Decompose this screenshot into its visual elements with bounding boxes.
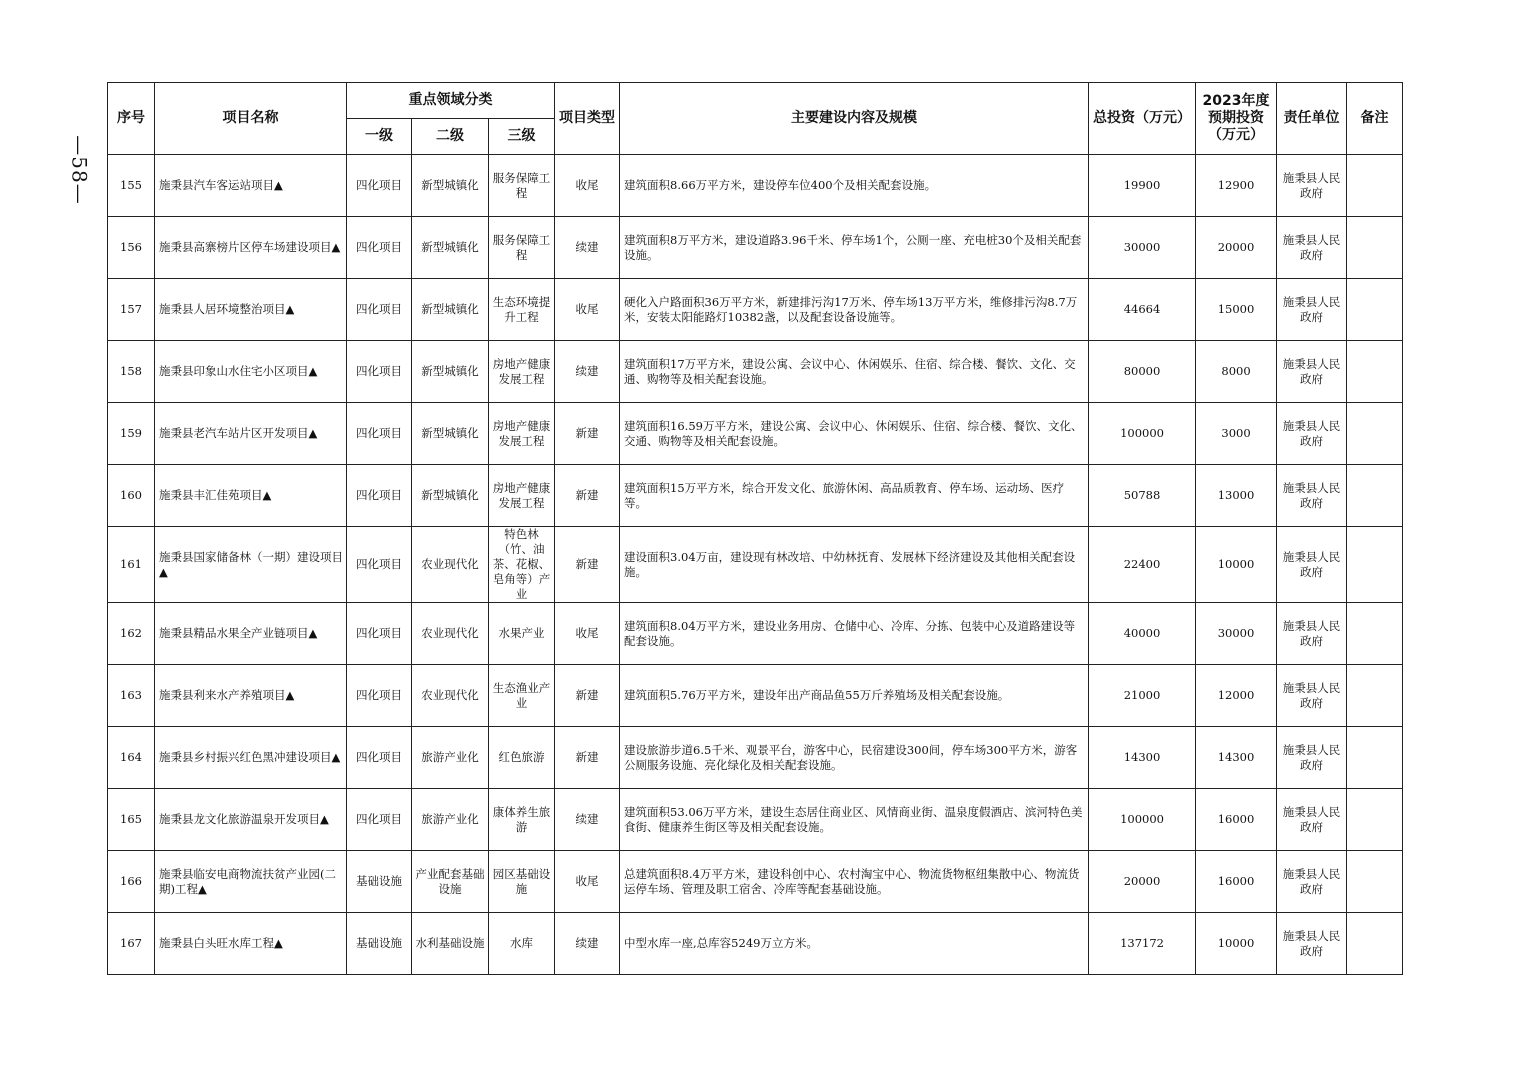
- cell-unit: 施秉县人民政府: [1277, 155, 1347, 217]
- cell-unit: 施秉县人民政府: [1277, 913, 1347, 975]
- cell-unit: 施秉县人民政府: [1277, 851, 1347, 913]
- project-table: [107, 82, 1403, 975]
- cell-level3: 服务保障工程: [489, 155, 555, 217]
- cell-level2: 旅游产业化: [412, 789, 489, 851]
- cell-unit: 施秉县人民政府: [1277, 727, 1347, 789]
- cell-level1: 四化项目: [347, 603, 412, 665]
- cell-level2: 旅游产业化: [412, 727, 489, 789]
- cell-level2: 新型城镇化: [412, 341, 489, 403]
- cell-level1: 四化项目: [347, 665, 412, 727]
- cell-content: 建筑面积8.66万平方米，建设停车位400个及相关配套设施。: [620, 155, 1089, 217]
- cell-remark: [1347, 913, 1403, 975]
- cell-remark: [1347, 279, 1403, 341]
- header-expected: 2023年度预期投资（万元）: [1196, 83, 1277, 155]
- cell-level1: 基础设施: [347, 913, 412, 975]
- cell-remark: [1347, 603, 1403, 665]
- cell-level2: 农业现代化: [412, 665, 489, 727]
- cell-expected: 20000: [1196, 217, 1277, 279]
- cell-type: 新建: [555, 527, 620, 603]
- cell-type: 新建: [555, 465, 620, 527]
- cell-type: 收尾: [555, 603, 620, 665]
- cell-level3: 水果产业: [489, 603, 555, 665]
- cell-total: 100000: [1089, 403, 1196, 465]
- table-row: [108, 217, 1403, 279]
- cell-expected: 8000: [1196, 341, 1277, 403]
- cell-type: 续建: [555, 913, 620, 975]
- header-unit: 责任单位: [1277, 83, 1347, 155]
- cell-name: 施秉县汽车客运站项目▲: [155, 155, 347, 217]
- header-content: 主要建设内容及规模: [620, 83, 1089, 155]
- cell-level3: 生态环境提升工程: [489, 279, 555, 341]
- cell-seq: 160: [108, 465, 155, 527]
- cell-content: 建筑面积5.76万平方米，建设年出产商品鱼55万斤养殖场及相关配套设施。: [620, 665, 1089, 727]
- header-level3: 三级: [489, 119, 555, 155]
- cell-seq: 167: [108, 913, 155, 975]
- cell-level3: 房地产健康发展工程: [489, 403, 555, 465]
- cell-level3: 园区基础设施: [489, 851, 555, 913]
- header-type: 项目类型: [555, 83, 620, 155]
- table-row: [108, 341, 1403, 403]
- cell-name: 施秉县老汽车站片区开发项目▲: [155, 403, 347, 465]
- cell-level2: 农业现代化: [412, 603, 489, 665]
- cell-content: 建筑面积16.59万平方米，建设公寓、会议中心、休闲娱乐、住宿、综合楼、餐饮、文化、交通、购物等及相关配套设施。: [620, 403, 1089, 465]
- cell-expected: 13000: [1196, 465, 1277, 527]
- cell-level2: 水利基础设施: [412, 913, 489, 975]
- table-row: [108, 913, 1403, 975]
- cell-seq: 155: [108, 155, 155, 217]
- header-name: 项目名称: [155, 83, 347, 155]
- cell-unit: 施秉县人民政府: [1277, 603, 1347, 665]
- header-seq: 序号: [108, 83, 155, 155]
- cell-level1: 四化项目: [347, 279, 412, 341]
- cell-unit: 施秉县人民政府: [1277, 403, 1347, 465]
- cell-unit: 施秉县人民政府: [1277, 465, 1347, 527]
- cell-type: 新建: [555, 403, 620, 465]
- cell-expected: 10000: [1196, 913, 1277, 975]
- cell-remark: [1347, 527, 1403, 603]
- header-remark: 备注: [1347, 83, 1403, 155]
- cell-remark: [1347, 217, 1403, 279]
- cell-expected: 12900: [1196, 155, 1277, 217]
- cell-level2: 新型城镇化: [412, 155, 489, 217]
- cell-remark: [1347, 727, 1403, 789]
- header-level2: 二级: [412, 119, 489, 155]
- cell-seq: 164: [108, 727, 155, 789]
- cell-level2: 新型城镇化: [412, 217, 489, 279]
- table-row: [108, 727, 1403, 789]
- cell-total: 22400: [1089, 527, 1196, 603]
- cell-remark: [1347, 403, 1403, 465]
- cell-level3: 房地产健康发展工程: [489, 341, 555, 403]
- cell-total: 44664: [1089, 279, 1196, 341]
- cell-content: 建筑面积15万平方米，综合开发文化、旅游休闲、高品质教育、停车场、运动场、医疗等。: [620, 465, 1089, 527]
- cell-seq: 156: [108, 217, 155, 279]
- cell-expected: 16000: [1196, 851, 1277, 913]
- cell-remark: [1347, 341, 1403, 403]
- cell-expected: 12000: [1196, 665, 1277, 727]
- table-row: [108, 527, 1403, 603]
- cell-content: 建设旅游步道6.5千米、观景平台，游客中心，民宿建设300间，停车场300平方米，游客公厕服务设施、亮化绿化及相关配套设施。: [620, 727, 1089, 789]
- cell-expected: 30000: [1196, 603, 1277, 665]
- cell-unit: 施秉县人民政府: [1277, 665, 1347, 727]
- cell-level3: 生态渔业产业: [489, 665, 555, 727]
- cell-content: 中型水库一座,总库容5249万立方米。: [620, 913, 1089, 975]
- cell-content: 建筑面积8万平方米，建设道路3.96千米、停车场1个，公厕一座、充电桩30个及相关配套设施。: [620, 217, 1089, 279]
- cell-name: 施秉县人居环境整治项目▲: [155, 279, 347, 341]
- cell-seq: 157: [108, 279, 155, 341]
- cell-expected: 10000: [1196, 527, 1277, 603]
- cell-unit: 施秉县人民政府: [1277, 217, 1347, 279]
- header-row-1: [108, 83, 1403, 119]
- cell-unit: 施秉县人民政府: [1277, 789, 1347, 851]
- cell-unit: 施秉县人民政府: [1277, 279, 1347, 341]
- cell-level3: 房地产健康发展工程: [489, 465, 555, 527]
- cell-seq: 166: [108, 851, 155, 913]
- cell-level2: 新型城镇化: [412, 465, 489, 527]
- cell-total: 20000: [1089, 851, 1196, 913]
- table-row: [108, 465, 1403, 527]
- cell-name: 施秉县龙文化旅游温泉开发项目▲: [155, 789, 347, 851]
- cell-seq: 162: [108, 603, 155, 665]
- cell-total: 14300: [1089, 727, 1196, 789]
- cell-level1: 四化项目: [347, 465, 412, 527]
- cell-unit: 施秉县人民政府: [1277, 341, 1347, 403]
- cell-expected: 16000: [1196, 789, 1277, 851]
- header-total: 总投资（万元）: [1089, 83, 1196, 155]
- table-row: [108, 403, 1403, 465]
- cell-name: 施秉县高寨榜片区停车场建设项目▲: [155, 217, 347, 279]
- cell-remark: [1347, 789, 1403, 851]
- cell-total: 50788: [1089, 465, 1196, 527]
- cell-type: 新建: [555, 665, 620, 727]
- cell-remark: [1347, 851, 1403, 913]
- cell-type: 续建: [555, 789, 620, 851]
- cell-level3: 红色旅游: [489, 727, 555, 789]
- cell-name: 施秉县国家储备林（一期）建设项目▲: [155, 527, 347, 603]
- cell-expected: 3000: [1196, 403, 1277, 465]
- cell-type: 收尾: [555, 155, 620, 217]
- cell-name: 施秉县利来水产养殖项目▲: [155, 665, 347, 727]
- cell-content: 建筑面积17万平方米，建设公寓、会议中心、休闲娱乐、住宿、综合楼、餐饮、文化、交通、购物等及相关配套设施。: [620, 341, 1089, 403]
- cell-total: 30000: [1089, 217, 1196, 279]
- cell-seq: 163: [108, 665, 155, 727]
- cell-level2: 农业现代化: [412, 527, 489, 603]
- cell-content: 建筑面积53.06万平方米，建设生态居住商业区、风情商业街、温泉度假酒店、滨河特色美食街、健康养生街区等及相关配套设施。: [620, 789, 1089, 851]
- table-row: [108, 155, 1403, 217]
- cell-level2: 新型城镇化: [412, 403, 489, 465]
- cell-seq: 161: [108, 527, 155, 603]
- cell-expected: 14300: [1196, 727, 1277, 789]
- cell-total: 19900: [1089, 155, 1196, 217]
- cell-content: 建筑面积8.04万平方米，建设业务用房、仓储中心、冷库、分拣、包装中心及道路建设等配套设施。: [620, 603, 1089, 665]
- cell-level1: 四化项目: [347, 341, 412, 403]
- cell-name: 施秉县乡村振兴红色黑冲建设项目▲: [155, 727, 347, 789]
- page-number-text: —58—: [68, 135, 93, 205]
- table-row: [108, 851, 1403, 913]
- cell-level3: 康体养生旅游: [489, 789, 555, 851]
- cell-content: 总建筑面积8.4万平方米，建设科创中心、农村淘宝中心、物流货物枢纽集散中心、物流货运停车场、管理及职工宿舍、冷库等配套基础设施。: [620, 851, 1089, 913]
- cell-type: 新建: [555, 727, 620, 789]
- cell-unit: 施秉县人民政府: [1277, 527, 1347, 603]
- cell-total: 137172: [1089, 913, 1196, 975]
- table-row: [108, 279, 1403, 341]
- cell-type: 续建: [555, 341, 620, 403]
- cell-level1: 四化项目: [347, 527, 412, 603]
- cell-type: 收尾: [555, 851, 620, 913]
- cell-expected: 15000: [1196, 279, 1277, 341]
- cell-level1: 四化项目: [347, 155, 412, 217]
- cell-level1: 四化项目: [347, 789, 412, 851]
- cell-level1: 基础设施: [347, 851, 412, 913]
- cell-level2: 新型城镇化: [412, 279, 489, 341]
- cell-content: 硬化入户路面积36万平方米，新建排污沟17万米、停车场13万平方米，维修排污沟8.7万米，安装太阳能路灯10382盏，以及配套设备设施等。: [620, 279, 1089, 341]
- cell-seq: 159: [108, 403, 155, 465]
- cell-name: 施秉县丰汇佳苑项目▲: [155, 465, 347, 527]
- cell-total: 40000: [1089, 603, 1196, 665]
- cell-level2: 产业配套基础设施: [412, 851, 489, 913]
- table-row: [108, 789, 1403, 851]
- cell-level1: 四化项目: [347, 727, 412, 789]
- cell-type: 续建: [555, 217, 620, 279]
- cell-total: 21000: [1089, 665, 1196, 727]
- cell-total: 80000: [1089, 341, 1196, 403]
- header-level1: 一级: [347, 119, 412, 155]
- header-domain: 重点领域分类: [347, 83, 555, 119]
- cell-level3: 水库: [489, 913, 555, 975]
- cell-name: 施秉县白头旺水库工程▲: [155, 913, 347, 975]
- cell-level3: 服务保障工程: [489, 217, 555, 279]
- table-row: [108, 665, 1403, 727]
- cell-name: 施秉县印象山水住宅小区项目▲: [155, 341, 347, 403]
- cell-level1: 四化项目: [347, 403, 412, 465]
- cell-seq: 165: [108, 789, 155, 851]
- page-number: [60, 125, 100, 215]
- cell-level1: 四化项目: [347, 217, 412, 279]
- cell-level3: 特色林（竹、油茶、花椒、皂角等）产业: [489, 527, 555, 603]
- cell-seq: 158: [108, 341, 155, 403]
- table-row: [108, 603, 1403, 665]
- cell-type: 收尾: [555, 279, 620, 341]
- cell-remark: [1347, 465, 1403, 527]
- cell-name: 施秉县临安电商物流扶贫产业园(二期)工程▲: [155, 851, 347, 913]
- cell-content: 建设面积3.04万亩，建设现有林改培、中幼林抚育、发展林下经济建设及其他相关配套设施。: [620, 527, 1089, 603]
- cell-remark: [1347, 665, 1403, 727]
- cell-total: 100000: [1089, 789, 1196, 851]
- cell-remark: [1347, 155, 1403, 217]
- cell-name: 施秉县精品水果全产业链项目▲: [155, 603, 347, 665]
